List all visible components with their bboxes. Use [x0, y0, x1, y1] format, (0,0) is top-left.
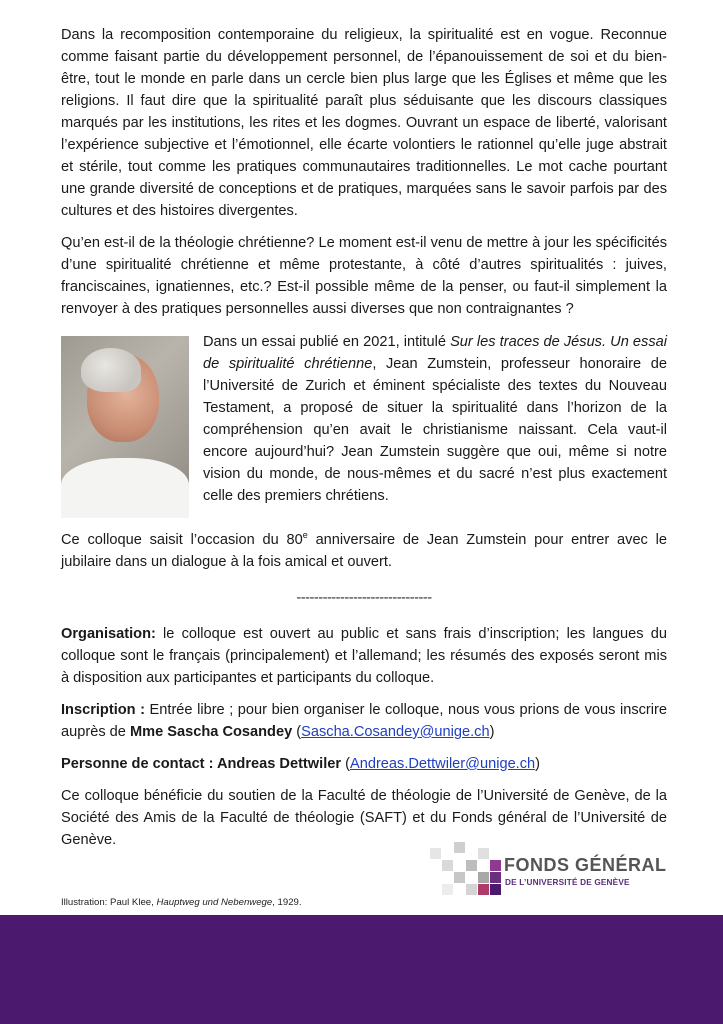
anniversary-text-after: anniversaire de Jean Zumstein pour entrer avec le jubilaire dans un dialogue à la fois amical et ouvert. — [61, 531, 667, 570]
illustration-caption — [61, 897, 302, 908]
intro-paragraph-2: Qu’en est-il de la théologie chrétienne? Le moment est-il venu de mettre à jour les spécificités d’une spiritualité chrétienne et même protestante, à côté d’autres spiritualités : juives, franciscaines, ignatiennes, etc.? Est-il possible même de la penser, ou faut-il simplement la renvoyer à des pratiques personnelles aussi diverses que non contraignantes ? — [61, 235, 667, 317]
main-content — [61, 24, 667, 851]
logo-title: FONDS GÉNÉRAL — [504, 855, 667, 875]
portrait-paragraph — [203, 331, 667, 518]
inscription-email-link[interactable]: Sascha.Cosandey@unige.ch — [301, 723, 490, 740]
inscription-text: Entrée libre ; pour bien organiser le colloque, nous vous prions de vous inscrire auprès de — [61, 701, 667, 740]
anniversary-text-before: Ce colloque saisit l’occasion du 80 — [61, 531, 303, 548]
book-title: Sur les traces de Jésus. Un essai de spiritualité chrétienne — [203, 334, 667, 372]
caption-text-before: Illustration: Paul Klee, — [61, 897, 157, 908]
caption-text-after: , 1929. — [272, 897, 302, 908]
section-divider: ------------------------------- — [296, 589, 432, 606]
inscription-paragraph — [61, 699, 667, 743]
organisation-label: Organisation: — [61, 625, 156, 642]
fonds-general-logo — [428, 842, 678, 904]
inscription-label: Inscription : — [61, 701, 145, 718]
footer-band — [0, 915, 723, 1024]
contact-open-paren: ( — [341, 755, 350, 772]
contact-label: Personne de contact : Andreas Dettwiler — [61, 755, 342, 772]
intro-paragraph-1: Dans la recomposition contemporaine du religieux, la spiritualité est en vogue. Reconnue comme faisant partie du développement personnel, de l’épanouissement de soi et du bien-être, tout le monde en parle dans un cercle bien plus large que les Églises et même que les religions. Il faut dire que la spiritualité paraît plus séduisante que les discours classiques marqués par les institutions, les rites et les dogmes. Ouvrant un espace de liberté, valorisant l’expérience subjective et l’émotionnel, elle écarte volontiers le rationnel qu’elle juge abstrait et stérile, tout comme les pratiques communautaires traditionnelles. Le mot cache pourtant une grande diversité de conceptions et de pratiques, marquées sans le savoir parfois par des cultures et des histoires divergentes. — [61, 27, 667, 219]
anniversary-paragraph — [61, 524, 667, 573]
logo-subtitle: DE L’UNIVERSITÉ DE GENÈVE — [505, 878, 630, 887]
portrait-text-after: , Jean Zumstein, professeur honoraire de l’Université de Zurich et éminent spécialiste des textes du Nouveau Testament, a proposé de situer la spiritualité dans l’horizon de la compréhension qu’en avait le christianisme naissant. Cela vaut-il encore aujourd’hui? Jean Zumstein suggère que oui, même si notre vision du monde, de nous-mêmes et du sacré n’est plus exactement celle des premiers chrétiens. — [203, 356, 667, 504]
inscription-person: Mme Sascha Cosandey — [129, 723, 293, 740]
support-paragraph: Ce colloque bénéficie du soutien de la Faculté de théologie de l’Université de Genève, de la Société des Amis de la Faculté de théologie (SAFT) et du Fonds général de l’Université de Genève. — [61, 787, 667, 848]
portrait-text-before: Dans un essai publié en 2021, intitulé — [203, 334, 451, 350]
logo-pixel-mosaic — [428, 842, 508, 904]
inscription-open-paren: ( — [292, 723, 302, 740]
contact-close-paren: ) — [535, 755, 541, 772]
portrait-photo — [61, 336, 189, 518]
portrait-section — [61, 331, 667, 518]
anniversary-superscript: e — [302, 530, 308, 540]
organisation-text: le colloque est ouvert au public et sans frais d’inscription; les langues du colloque sont le français (principalement) et l’allemand; les résumés des exposés seront mis à disposition aux participantes et participants du colloque. — [61, 625, 667, 686]
organisation-paragraph — [61, 623, 667, 689]
contact-paragraph — [61, 753, 667, 775]
contact-email-link[interactable]: Andreas.Dettwiler@unige.ch — [349, 755, 536, 772]
caption-artwork-title: Hauptweg und Nebenwege — [156, 897, 273, 908]
inscription-close-paren: ) — [489, 723, 495, 740]
